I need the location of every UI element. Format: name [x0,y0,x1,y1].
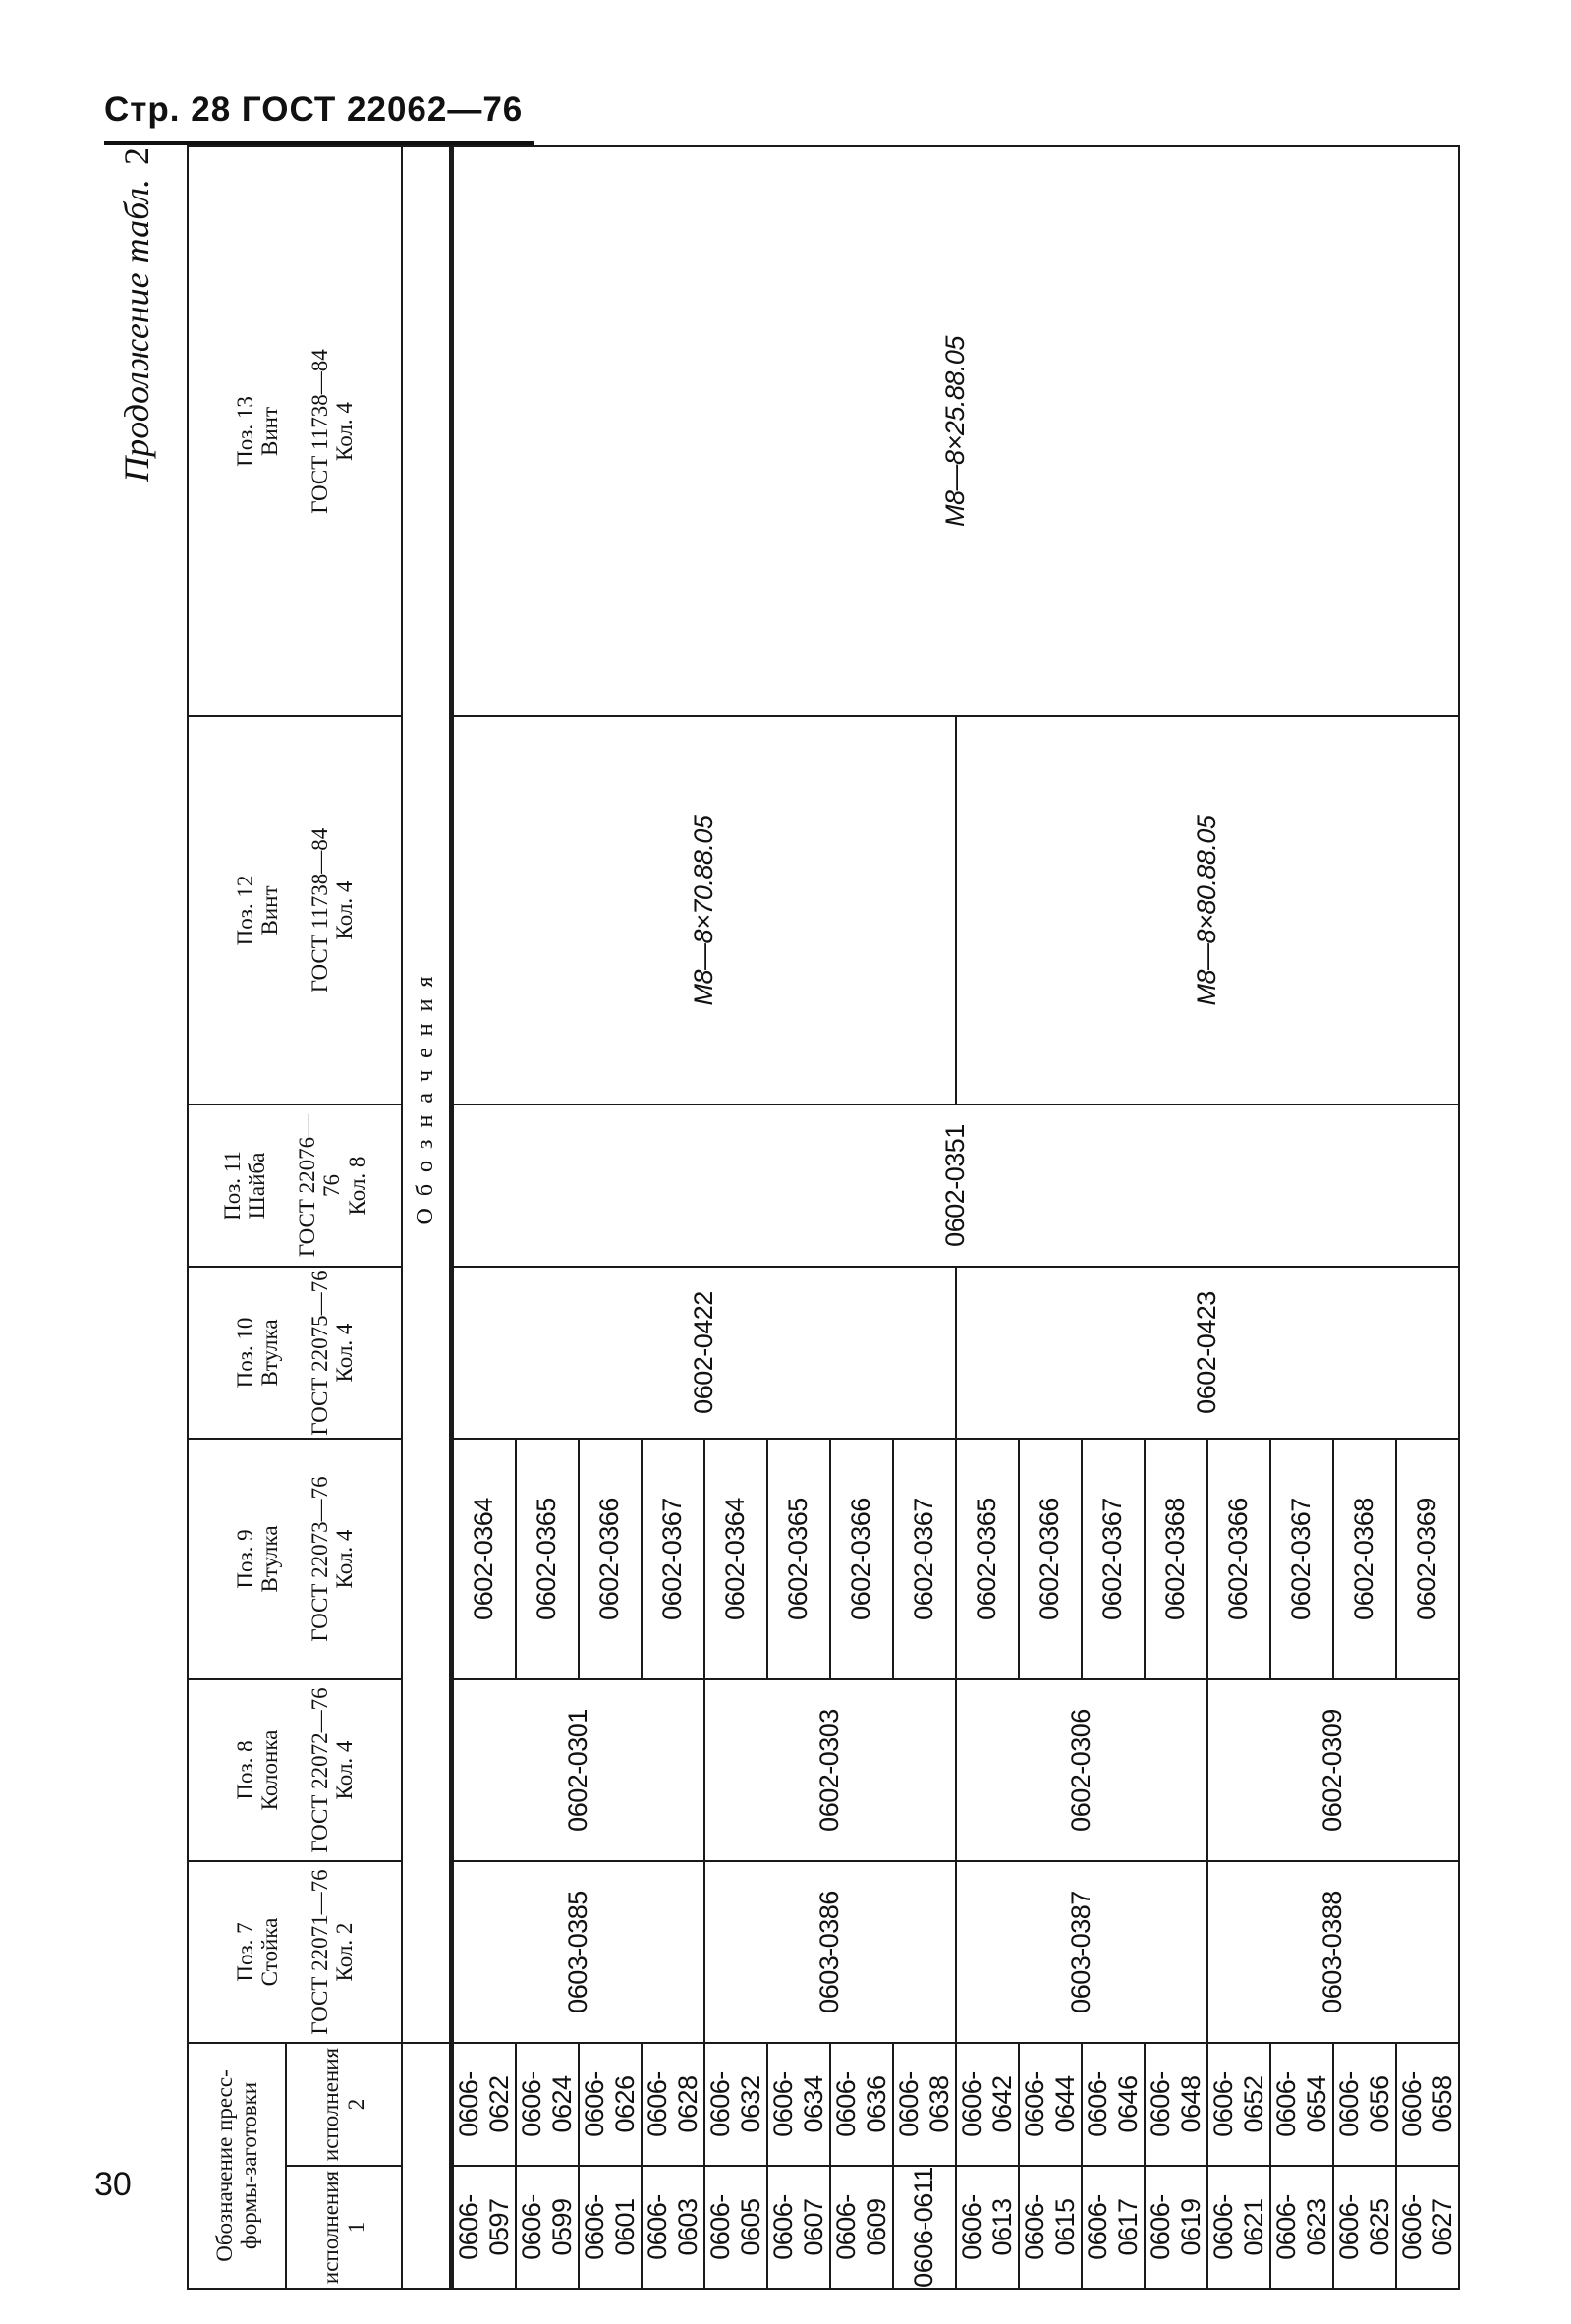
cell-col2: 0606-0646 [1082,2043,1145,2166]
page-header: Стр. 28 ГОСТ 22062—76 [104,90,524,129]
cell-col2: 0606-0634 [767,2043,830,2166]
cell-pos13: M8—8×25.88.05 [451,146,1459,716]
cell-col2: 0606-0622 [451,2043,516,2166]
cell-pos9: 0602-0367 [893,1439,956,1679]
cell-pos8: 0602-0301 [451,1679,704,1861]
designations-spacer [402,2043,451,2289]
cell-pos8: 0602-0303 [704,1679,956,1861]
header-variant-2: исполнения 2 [286,2043,402,2166]
header-variant-1: исполнения 1 [286,2166,402,2289]
data-table [187,145,1460,2290]
cell-col1: 0606-0611 [893,2166,956,2289]
cell-pos9: 0602-0365 [956,1439,1019,1679]
cell-col1: 0606-0603 [642,2166,704,2289]
cell-col2: 0606-0654 [1270,2043,1333,2166]
header-designation: Обозначение пресс-формы-заготовки [188,2043,286,2289]
cell-col2: 0606-0648 [1145,2043,1207,2166]
cell-col1: 0606-0599 [516,2166,579,2289]
cell-col2: 0606-0642 [956,2043,1019,2166]
cell-col2: 0606-0636 [830,2043,893,2166]
cell-pos9: 0602-0366 [1207,1439,1270,1679]
cell-col1: 0606-0601 [579,2166,642,2289]
cell-col1: 0606-0607 [767,2166,830,2289]
cell-pos8: 0602-0309 [1207,1679,1459,1861]
cell-pos7: 0603-0385 [451,1861,704,2043]
cell-pos9: 0602-0367 [1270,1439,1333,1679]
cell-pos9: 0602-0368 [1145,1439,1207,1679]
cell-col2: 0606-0628 [642,2043,704,2166]
header-pos9: Поз. 9 Втулка ГОСТ 22073—76 Кол. 4 [188,1439,402,1679]
cell-pos7: 0603-0387 [956,1861,1207,2043]
cell-col1: 0606-0621 [1207,2166,1270,2289]
cell-pos9: 0602-0364 [704,1439,767,1679]
cell-pos9: 0602-0366 [830,1439,893,1679]
cell-pos9: 0602-0365 [767,1439,830,1679]
cell-pos12: M8—8×70.88.05 [451,716,956,1105]
cell-pos9: 0602-0366 [1019,1439,1082,1679]
header-pos7: Поз. 7 Стойка ГОСТ 22071—76 Кол. 2 [188,1861,402,2043]
cell-col2: 0606-0652 [1207,2043,1270,2166]
cell-pos10: 0602-0422 [451,1267,956,1439]
cell-col1: 0606-0617 [1082,2166,1145,2289]
cell-col2: 0606-0626 [579,2043,642,2166]
header-pos11: Поз. 11 Шайба ГОСТ 22076—76 Кол. 8 [188,1105,402,1267]
cell-pos9: 0602-0365 [516,1439,579,1679]
cell-col2: 0606-0644 [1019,2043,1082,2166]
cell-col1: 0606-0613 [956,2166,1019,2289]
cell-pos9: 0602-0367 [642,1439,704,1679]
continuation-text: Продолжение табл. [117,179,156,482]
designations-label: Обозначения [402,146,451,2043]
cell-pos9: 0602-0364 [451,1439,516,1679]
cell-pos10: 0602-0423 [956,1267,1459,1439]
continuation-number: 2 [117,147,156,165]
header-pos13: Поз. 13 Винт ГОСТ 11738—84 Кол. 4 [188,146,402,716]
continuation-label [116,147,157,482]
cell-col2: 0606-0658 [1396,2043,1459,2166]
header-pos8: Поз. 8 Колонка ГОСТ 22072—76 Кол. 4 [188,1679,402,1861]
rotated-table-block [116,147,1491,2290]
header-pos12: Поз. 12 Винт ГОСТ 11738—84 Кол. 4 [188,716,402,1105]
cell-col1: 0606-0615 [1019,2166,1082,2289]
cell-pos7: 0603-0388 [1207,1861,1459,2043]
cell-pos7: 0603-0386 [704,1861,956,2043]
cell-col1: 0606-0619 [1145,2166,1207,2289]
cell-pos9: 0602-0368 [1333,1439,1396,1679]
cell-col1: 0606-0623 [1270,2166,1333,2289]
cell-col2: 0606-0656 [1333,2043,1396,2166]
cell-pos12: M8—8×80.88.05 [956,716,1459,1105]
cell-col1: 0606-0609 [830,2166,893,2289]
cell-col1: 0606-0625 [1333,2166,1396,2289]
cell-pos11: 0602-0351 [451,1105,1459,1267]
cell-col1: 0606-0605 [704,2166,767,2289]
cell-col2: 0606-0632 [704,2043,767,2166]
cell-pos8: 0602-0306 [956,1679,1207,1861]
cell-col1: 0606-0597 [451,2166,516,2289]
cell-col1: 0606-0627 [1396,2166,1459,2289]
page-number: 30 [94,2166,132,2203]
cell-pos9: 0602-0367 [1082,1439,1145,1679]
cell-col2: 0606-0638 [893,2043,956,2166]
header-pos10: Поз. 10 Втулка ГОСТ 22075—76 Кол. 4 [188,1267,402,1439]
cell-pos9: 0602-0369 [1396,1439,1459,1679]
cell-pos9: 0602-0366 [579,1439,642,1679]
cell-col2: 0606-0624 [516,2043,579,2166]
